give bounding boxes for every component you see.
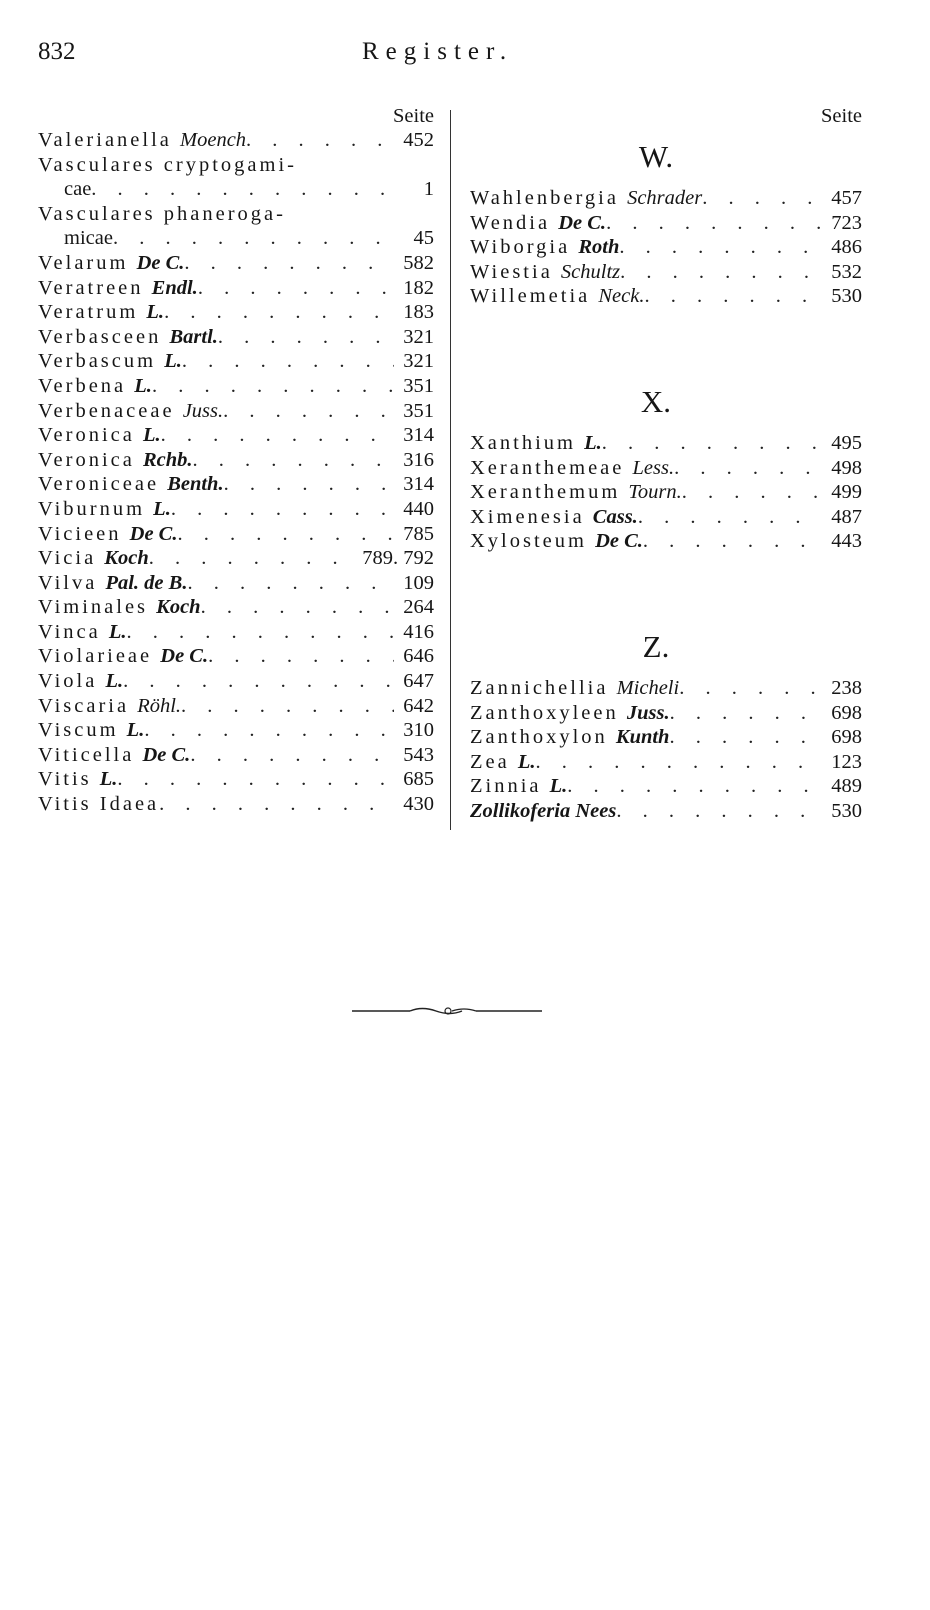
genus-name: Willemetia bbox=[470, 285, 599, 308]
index-entry bbox=[38, 202, 434, 227]
authority: Endl. bbox=[151, 276, 198, 299]
entry-name bbox=[38, 399, 223, 424]
entry-name bbox=[470, 186, 702, 211]
genus-name: Xanthium bbox=[470, 431, 585, 454]
entry-name bbox=[38, 743, 190, 768]
leader-dots bbox=[567, 774, 822, 799]
entry-name bbox=[470, 284, 644, 309]
genus-name: Viscaria bbox=[38, 694, 138, 717]
genus-name: Wahlenbergia bbox=[470, 187, 628, 209]
entry-name bbox=[38, 694, 181, 719]
genus-name: cae bbox=[64, 178, 92, 201]
leader-dots bbox=[198, 276, 394, 301]
authority: Micheli bbox=[616, 676, 680, 699]
index-entry bbox=[470, 456, 862, 481]
leader-dots bbox=[144, 718, 394, 743]
entry-name bbox=[38, 595, 201, 620]
page-ref: 109 bbox=[403, 571, 434, 594]
authority: Schultz bbox=[560, 260, 621, 283]
authority: Zollikoferia Nees bbox=[470, 799, 617, 822]
index-entry bbox=[470, 431, 862, 456]
page-ref: 430 bbox=[403, 793, 434, 816]
leader-dots bbox=[669, 725, 822, 750]
page-ref: 582 bbox=[403, 251, 434, 274]
page-ref: 310 bbox=[403, 719, 434, 742]
leader-dots bbox=[164, 300, 394, 325]
authority: Roth bbox=[578, 236, 620, 259]
index-entry bbox=[470, 284, 862, 309]
entry-name bbox=[470, 676, 679, 701]
index-entry bbox=[38, 448, 434, 473]
left-column bbox=[38, 104, 434, 817]
page-ref: 182 bbox=[403, 276, 434, 299]
index-entry bbox=[470, 505, 862, 530]
genus-name: micae bbox=[64, 227, 113, 250]
entry-name bbox=[38, 251, 184, 276]
entry-name bbox=[38, 153, 297, 178]
genus-name: Veratrum bbox=[38, 301, 147, 324]
page-ref: 351 bbox=[403, 374, 434, 397]
leader-dots bbox=[208, 644, 394, 669]
index-entry bbox=[38, 423, 434, 448]
leader-dots bbox=[606, 211, 822, 236]
leader-dots bbox=[616, 799, 822, 824]
genus-name: Verbasceen bbox=[38, 325, 170, 348]
index-entry bbox=[470, 774, 862, 799]
page-ref: 316 bbox=[403, 448, 434, 471]
leader-dots bbox=[224, 472, 394, 497]
entry-name bbox=[470, 505, 638, 530]
authority: Juss. bbox=[626, 701, 670, 724]
page-ref: 486 bbox=[831, 236, 862, 259]
page-ref: 457 bbox=[831, 187, 862, 209]
page-ref: 314 bbox=[403, 424, 434, 447]
page-ref: 1 bbox=[423, 178, 434, 201]
entry-name bbox=[38, 792, 159, 817]
entry-name bbox=[470, 774, 567, 799]
page-ref: 530 bbox=[831, 285, 862, 308]
index-entry bbox=[38, 792, 434, 817]
authority: L. bbox=[99, 768, 118, 791]
closing-ornament bbox=[352, 1003, 542, 1019]
entry-name bbox=[38, 718, 144, 743]
entry-name bbox=[38, 300, 164, 325]
entry-name bbox=[38, 349, 182, 374]
genus-name: Verbena bbox=[38, 374, 135, 397]
leader-dots bbox=[643, 529, 822, 554]
index-entry bbox=[470, 725, 862, 750]
index-entry bbox=[38, 325, 434, 350]
authority: Moench bbox=[180, 129, 247, 151]
authority: L. bbox=[126, 719, 145, 742]
authority: De C. bbox=[160, 645, 209, 668]
index-list-right bbox=[470, 128, 862, 824]
authority: Koch bbox=[104, 547, 149, 570]
entry-name bbox=[38, 546, 149, 571]
leader-dots bbox=[638, 505, 822, 530]
page-ref: 642 bbox=[403, 694, 434, 717]
entry-name bbox=[38, 202, 286, 227]
section-letter: Z. bbox=[642, 628, 670, 664]
seite-label: Seite bbox=[821, 105, 862, 127]
genus-name: Vitis bbox=[38, 768, 100, 791]
page-ref: 532 bbox=[831, 260, 862, 283]
page-ref: 487 bbox=[831, 505, 862, 528]
index-entry bbox=[38, 251, 434, 276]
leader-dots bbox=[113, 226, 394, 251]
entry-name bbox=[38, 276, 198, 301]
genus-name: Zanthoxylon bbox=[470, 726, 616, 749]
genus-name: Xeranthemeae bbox=[470, 456, 633, 479]
authority: De C. bbox=[142, 743, 191, 766]
genus-name: Xeranthemum bbox=[470, 481, 629, 504]
index-entry bbox=[38, 153, 434, 178]
running-title: Register. bbox=[362, 38, 514, 65]
leader-dots bbox=[117, 767, 394, 792]
genus-name: Zea bbox=[470, 750, 518, 773]
authority: De C. bbox=[595, 530, 643, 553]
entry-name bbox=[38, 522, 177, 547]
genus-name: Xylosteum bbox=[470, 530, 596, 553]
genus-name: Valerianella bbox=[38, 129, 181, 151]
page-ref: 698 bbox=[831, 701, 862, 724]
entry-name bbox=[470, 750, 536, 775]
right-column bbox=[470, 104, 862, 824]
leader-dots bbox=[177, 522, 394, 547]
index-entry bbox=[38, 767, 434, 792]
authority: L. bbox=[517, 750, 536, 773]
section-gap bbox=[470, 554, 862, 604]
page-ref: 314 bbox=[403, 473, 434, 496]
genus-name: Zinnia bbox=[470, 775, 550, 798]
page-ref: 238 bbox=[831, 676, 862, 699]
leader-dots bbox=[91, 177, 394, 202]
leader-dots bbox=[201, 595, 394, 620]
page-number: 832 bbox=[38, 38, 76, 65]
index-entry bbox=[470, 260, 862, 285]
index-entry bbox=[470, 211, 862, 236]
leader-dots bbox=[620, 260, 822, 285]
page-ref: 723 bbox=[831, 211, 862, 234]
genus-name: Vasculares phaneroga- bbox=[38, 202, 286, 225]
authority: Benth. bbox=[167, 473, 224, 496]
genus-name: Veratreen bbox=[38, 276, 152, 299]
entry-name bbox=[470, 235, 619, 260]
entry-name bbox=[470, 725, 669, 750]
genus-name: Viminales bbox=[38, 596, 157, 619]
leader-dots bbox=[159, 792, 394, 817]
leader-dots bbox=[187, 571, 394, 596]
authority: Rchb. bbox=[142, 448, 193, 471]
genus-name: Vinca bbox=[38, 620, 109, 643]
page-ref: 416 bbox=[403, 620, 434, 643]
index-entry bbox=[38, 718, 434, 743]
leader-dots bbox=[161, 423, 394, 448]
leader-dots bbox=[682, 480, 822, 505]
authority: L. bbox=[108, 620, 127, 643]
page-ref: 440 bbox=[403, 497, 434, 520]
leader-dots bbox=[223, 399, 394, 424]
entry-name bbox=[38, 644, 208, 669]
leader-dots bbox=[184, 251, 394, 276]
genus-name: Veronica bbox=[38, 448, 143, 471]
page-ref: 183 bbox=[403, 301, 434, 324]
genus-name: Vitis Idaea bbox=[38, 793, 160, 816]
authority: L. bbox=[164, 350, 182, 373]
authority: Less. bbox=[632, 456, 675, 479]
leader-dots bbox=[171, 497, 394, 522]
leader-dots bbox=[644, 284, 822, 309]
index-entry bbox=[470, 480, 862, 505]
entry-name bbox=[38, 620, 127, 645]
index-entry bbox=[38, 276, 434, 301]
entry-name bbox=[470, 456, 674, 481]
entry-name bbox=[470, 529, 643, 554]
authority: Pal. de B. bbox=[105, 571, 188, 594]
page-ref: 499 bbox=[831, 481, 862, 504]
index-entry bbox=[38, 374, 434, 399]
authority: Koch bbox=[156, 596, 201, 619]
leader-dots bbox=[246, 128, 394, 153]
authority: L. bbox=[146, 301, 165, 324]
genus-name: Viola bbox=[38, 670, 106, 693]
column-divider bbox=[450, 110, 451, 830]
authority: Tourn. bbox=[628, 481, 682, 504]
index-list-left bbox=[38, 128, 434, 817]
entry-name bbox=[38, 423, 161, 448]
entry-name bbox=[38, 374, 152, 399]
index-entry bbox=[38, 497, 434, 522]
authority: L. bbox=[105, 670, 124, 693]
page-ref: 123 bbox=[831, 750, 862, 773]
page-ref: 647 bbox=[403, 670, 434, 693]
page-ref: 452 bbox=[403, 129, 434, 151]
entry-name bbox=[470, 701, 670, 726]
index-entry bbox=[38, 595, 434, 620]
index-entry bbox=[470, 750, 862, 775]
leader-dots bbox=[619, 235, 822, 260]
genus-name: Vicia bbox=[38, 547, 105, 570]
leader-dots bbox=[536, 750, 822, 775]
page-ref: 646 bbox=[403, 645, 434, 668]
leader-dots bbox=[181, 694, 394, 719]
genus-name: Vicieen bbox=[38, 522, 130, 545]
authority: L. bbox=[134, 374, 152, 397]
genus-name: Viticella bbox=[38, 743, 143, 766]
index-entry bbox=[38, 743, 434, 768]
genus-name: Zannichellia bbox=[470, 676, 617, 699]
page-ref: 498 bbox=[831, 456, 862, 479]
genus-name: Viburnum bbox=[38, 497, 154, 520]
genus-name: Vasculares cryptogami- bbox=[38, 153, 297, 176]
genus-name: Ximenesia bbox=[470, 505, 593, 528]
authority: Röhl. bbox=[137, 694, 182, 717]
authority: De C. bbox=[129, 522, 178, 545]
leader-dots bbox=[152, 374, 394, 399]
index-entry bbox=[38, 546, 434, 571]
entry-name bbox=[470, 480, 682, 505]
page-ref: 789. 792 bbox=[362, 547, 434, 570]
entry-name bbox=[470, 799, 616, 824]
index-entry bbox=[470, 799, 862, 824]
index-entry bbox=[38, 399, 434, 424]
genus-name: Verbascum bbox=[38, 350, 165, 373]
index-entry bbox=[38, 128, 434, 153]
page-ref: 685 bbox=[403, 768, 434, 791]
page-ref: 530 bbox=[831, 799, 862, 822]
page-ref: 351 bbox=[403, 399, 434, 422]
leader-dots bbox=[190, 743, 394, 768]
section-letter: X. bbox=[640, 383, 672, 419]
leader-dots bbox=[702, 186, 822, 211]
entry-name bbox=[64, 226, 113, 251]
entry-name bbox=[38, 128, 246, 153]
authority: Bartl. bbox=[169, 325, 218, 348]
authority: L. bbox=[153, 497, 171, 520]
entry-name bbox=[38, 325, 218, 350]
index-entry bbox=[38, 522, 434, 547]
genus-name: Viscum bbox=[38, 719, 127, 742]
page-ref: 321 bbox=[403, 325, 434, 348]
entry-name bbox=[38, 571, 187, 596]
page-ref: 321 bbox=[403, 350, 434, 373]
index-entry bbox=[470, 676, 862, 701]
index-entry bbox=[38, 694, 434, 719]
index-entry bbox=[38, 300, 434, 325]
leader-dots bbox=[674, 456, 822, 481]
authority: Neck. bbox=[598, 285, 645, 308]
seite-label: Seite bbox=[393, 105, 434, 127]
entry-name bbox=[470, 260, 620, 285]
entry-name bbox=[38, 472, 224, 497]
leader-dots bbox=[149, 546, 359, 571]
leader-dots bbox=[182, 349, 394, 374]
index-entry bbox=[38, 571, 434, 596]
entry-name bbox=[38, 497, 171, 522]
genus-name: Verbenaceae bbox=[38, 399, 183, 422]
page-ref: 785 bbox=[403, 522, 434, 545]
leader-dots bbox=[218, 325, 394, 350]
authority: L. bbox=[584, 431, 602, 454]
genus-name: Veroniceae bbox=[38, 473, 168, 496]
index-entry bbox=[38, 177, 434, 202]
section-gap bbox=[470, 309, 862, 359]
leader-dots bbox=[602, 431, 822, 456]
index-entry bbox=[38, 472, 434, 497]
genus-name: Zanthoxyleen bbox=[470, 701, 627, 724]
index-entry bbox=[470, 701, 862, 726]
entry-name bbox=[38, 669, 123, 694]
index-entry bbox=[470, 235, 862, 260]
leader-dots bbox=[123, 669, 394, 694]
page-ref: 698 bbox=[831, 726, 862, 749]
entry-name bbox=[64, 177, 91, 202]
authority: Cass. bbox=[592, 505, 638, 528]
index-entry bbox=[38, 669, 434, 694]
leader-dots bbox=[193, 448, 394, 473]
entry-name bbox=[38, 767, 117, 792]
genus-name: Vilva bbox=[38, 571, 106, 594]
leader-dots bbox=[670, 701, 822, 726]
page-ref: 45 bbox=[413, 227, 434, 250]
leader-dots bbox=[679, 676, 822, 701]
index-entry bbox=[38, 226, 434, 251]
section-letter: W. bbox=[638, 139, 674, 174]
authority: L. bbox=[549, 775, 568, 798]
genus-name: Wiborgia bbox=[470, 236, 579, 259]
page-ref: 495 bbox=[831, 431, 862, 454]
authority: De C. bbox=[136, 251, 185, 274]
authority: Schrader bbox=[627, 187, 703, 209]
entry-name bbox=[470, 431, 602, 456]
genus-name: Veronica bbox=[38, 424, 143, 447]
page-ref: 543 bbox=[403, 743, 434, 766]
entry-name bbox=[470, 211, 606, 236]
genus-name: Velarum bbox=[38, 251, 137, 274]
index-entry bbox=[470, 529, 862, 554]
entry-name bbox=[38, 448, 193, 473]
authority: L. bbox=[142, 424, 161, 447]
genus-name: Wiestia bbox=[470, 260, 561, 283]
genus-name: Wendia bbox=[470, 211, 559, 234]
index-entry bbox=[38, 644, 434, 669]
genus-name: Violarieae bbox=[38, 645, 161, 668]
index-entry bbox=[38, 620, 434, 645]
index-entry bbox=[470, 186, 862, 211]
page-ref: 443 bbox=[831, 530, 862, 553]
leader-dots bbox=[127, 620, 395, 645]
authority: Juss. bbox=[182, 399, 224, 422]
authority: De C. bbox=[558, 211, 607, 234]
page-ref: 264 bbox=[403, 596, 434, 619]
index-entry bbox=[38, 349, 434, 374]
authority: Kunth bbox=[615, 726, 670, 749]
page-ref: 489 bbox=[831, 775, 862, 798]
